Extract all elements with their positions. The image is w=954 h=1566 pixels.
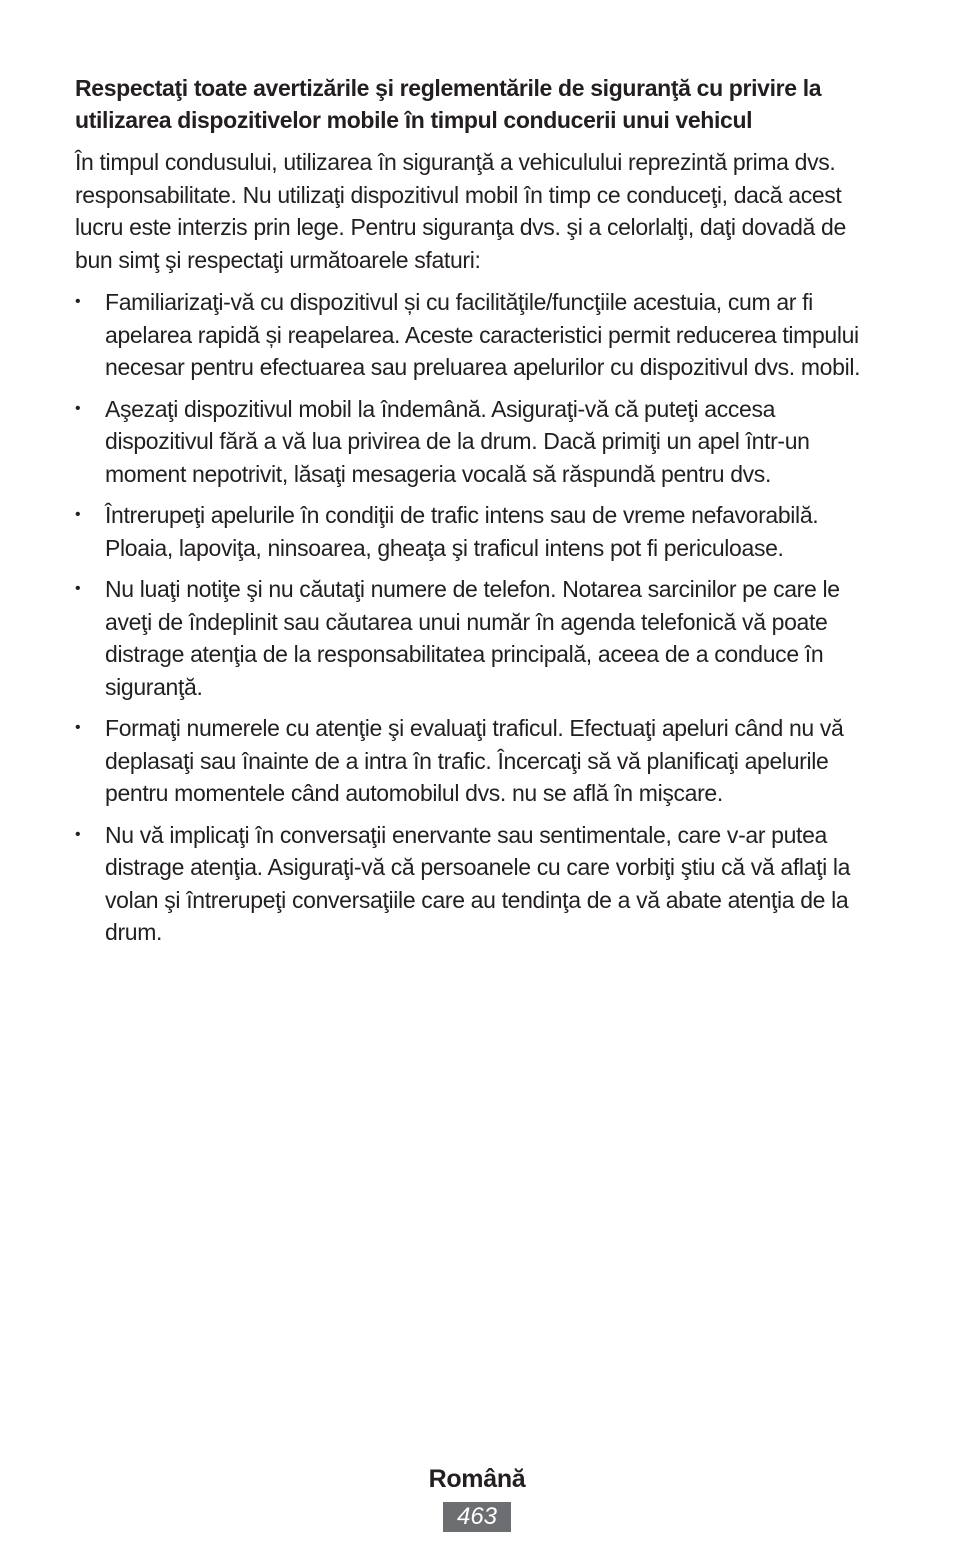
safety-tips-list xyxy=(75,286,883,949)
list-item xyxy=(75,499,883,564)
page-footer xyxy=(0,1462,954,1532)
intro-paragraph: În timpul condusului, utilizarea în siguranţă a vehiculului reprezintă prima dvs. responsabilitate. Nu utilizaţi dispozitivul mobil în timp ce conduceţi, dacă acest lucru este interzis prin lege. Pentru siguranţa dvs. şi a celorlalţi, daţi dovadă de bun simţ şi respectaţi următoarele sfaturi: xyxy=(75,149,846,273)
bullet-icon: • xyxy=(75,580,81,597)
list-item xyxy=(75,573,883,703)
tip-text: Nu vă implicaţi în conversaţii enervante sau sentimentale, care v-ar putea distrage atenţia. Asiguraţi-vă că persoanele cu care vorbiţi ştiu că vă aflaţi la volan şi întrerupeţi conversaţiile care au tendinţa de a vă abate atenţia de la drum. xyxy=(105,821,851,945)
bullet-icon: • xyxy=(75,293,81,310)
list-item xyxy=(75,819,883,949)
section-heading: Respectaţi toate avertizările şi reglementările de siguranţă cu privire la utilizarea dispozitivelor mobile în timpul conducerii unui vehicul xyxy=(75,75,822,133)
list-item xyxy=(75,286,883,384)
tip-text: Întrerupeţi apelurile în condiţii de trafic intens sau de vreme nefavorabilă. Ploaia, lapoviţa, ninsoarea, gheaţa şi traficul intens pot fi periculoase. xyxy=(105,502,819,561)
bullet-icon: • xyxy=(75,719,81,736)
list-item xyxy=(75,712,883,810)
bullet-icon: • xyxy=(75,825,81,843)
tip-text: Formaţi numerele cu atenţie şi evaluaţi traficul. Efectuaţi apeluri când nu vă deplasaţi sau înainte de a intra în trafic. Încercaţi să vă planificaţi apelurile pentru momentele când automobilul dvs. nu se află în mişcare. xyxy=(105,715,844,806)
tip-text: Familiarizaţi-vă cu dispozitivul și cu facilităţile/funcţiile acestuia, cum ar fi apelarea rapidă și reapelarea. Aceste caracteristici permit reducerea timpului necesar pentru efectuarea sau preluarea apelurilor cu dispozitivul dvs. mobil. xyxy=(105,289,861,380)
tip-text: Nu luaţi notiţe şi nu căutaţi numere de telefon. Notarea sarcinilor pe care le aveţi de îndeplinit sau căutarea unui număr în agenda telefonică vă poate distrage atenţia de la responsabilitatea principală, aceea de a conduce în siguranţă. xyxy=(105,576,840,700)
page-number: 463 xyxy=(443,1502,511,1532)
bullet-icon: • xyxy=(75,399,81,417)
language-label: Română xyxy=(428,1465,526,1493)
list-item xyxy=(75,393,883,491)
manual-page xyxy=(75,72,883,958)
tip-text: Aşezaţi dispozitivul mobil la îndemână. Asiguraţi-vă că puteţi accesa dispozitivul fără a vă lua privirea de la drum. Dacă primiţi un apel într-un moment nepotrivit, lăsaţi mesageria vocală să răspundă pentru dvs. xyxy=(105,395,810,487)
bullet-icon: • xyxy=(75,506,81,523)
